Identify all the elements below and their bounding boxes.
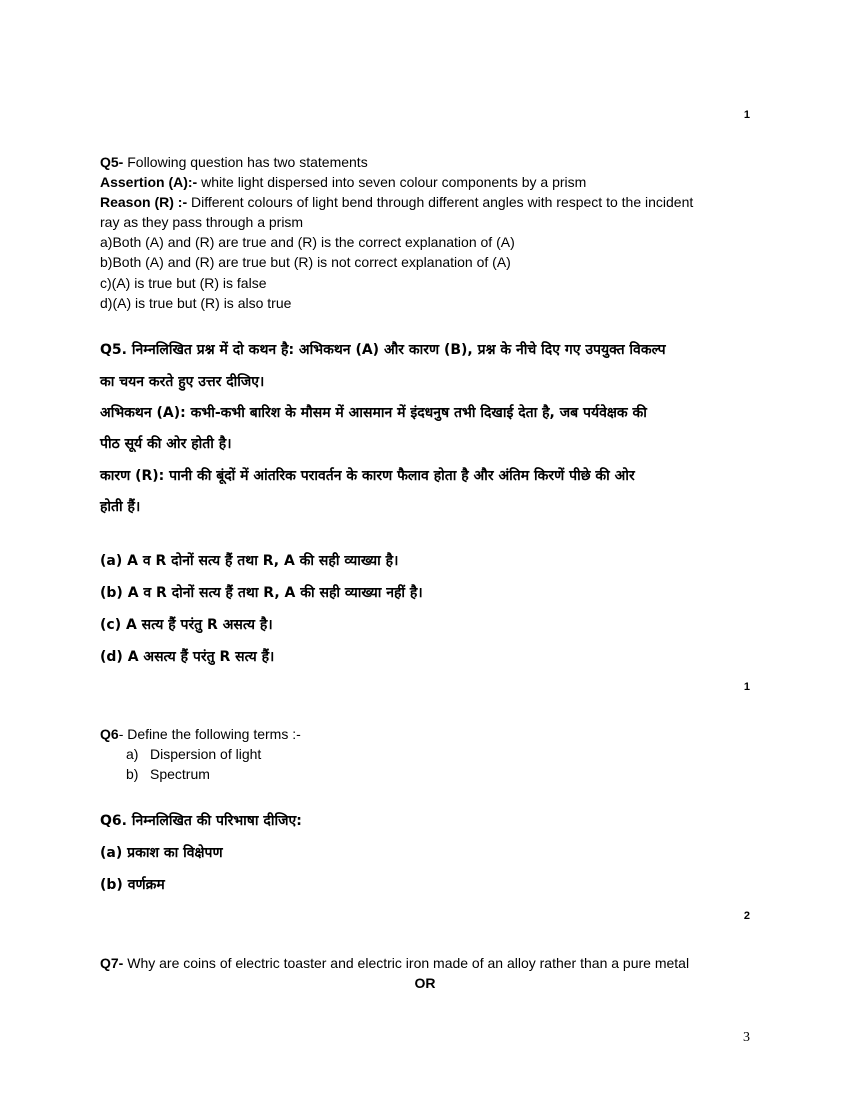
q6-item-b-text: Spectrum [150,766,210,782]
page-number: 3 [743,1030,750,1045]
q5-label: Q5- [100,154,124,170]
q5-reason-cont: ray as they pass through a prism [100,214,304,230]
q5-reason [100,192,760,212]
q5-option-c: c)(A) is true but (R) is false [100,275,267,291]
reason-label: Reason (R) :- [100,194,188,210]
assertion-label: Assertion (A):- [100,174,198,190]
q5-hi-line1: Q5. निम्नलिखित प्रश्न में दो कथन है: अभिकथन (A) और कारण (B), प्रश्न के नीचे दिए गए उपयुक्त विकल्प [100,342,666,358]
q6-en [100,724,760,744]
q5-assertion [100,172,760,192]
reason-text: Different colours of light bend through different angles with respect to the incident [187,194,694,210]
marks-q5: 1 [743,109,750,121]
q5-hi-line5: कारण (R): पानी की बूंदों में आंतरिक परावर्तन के कारण फैलाव होता है और अंतिम किरणें पीछे की ओर [100,468,635,484]
q7-label: Q7- [100,955,124,971]
marks-q6: 1 [743,681,750,693]
q5-hi-line4: पीठ सूर्य की ओर होती है। [100,436,232,452]
q6-item-b-letter: b) [126,766,139,782]
q6-hi-line1: Q6. निम्नलिखित की परिभाषा दीजिए: [100,813,302,829]
q6-hi-item-b: (b) वर्णक्रम [100,877,165,893]
q5-hi-option-b: (b) A व R दोनों सत्य हैं तथा R, A की सही व्याख्या नहीं है। [100,585,423,601]
q5-hi-option-a: (a) A व R दोनों सत्य हैं तथा R, A की सही व्याख्या है। [100,553,399,569]
q5-hi-line6: होती हैं। [100,499,141,515]
q5-hi-line3: अभिकथन (A): कभी-कभी बारिश के मौसम में आसमान में इंदधनुष तभी दिखाई देता है, जब पर्यवेक्षक की [100,405,647,421]
or-separator: OR [414,975,436,991]
q6-hi-item-a: (a) प्रकाश का विक्षेपण [100,845,223,861]
q6-item-b [126,764,210,784]
q7-question [100,953,780,973]
q5-option-a: a)Both (A) and (R) are true and (R) is the correct explanation of (A) [100,234,515,250]
q5-hi-option-c: (c) A सत्य हैं परंतु R असत्य है। [100,617,273,633]
q6-text: - Define the following terms :- [118,726,301,742]
q5-option-b: b)Both (A) and (R) are true but (R) is not correct explanation of (A) [100,254,511,270]
q5-intro-text: Following question has two statements [123,154,368,170]
q6-item-a [126,744,261,764]
q5-hi-option-d: (d) A असत्य हैं परंतु R सत्य हैं। [100,649,275,665]
q6-label: Q6 [100,726,119,742]
q5-option-d: d)(A) is true but (R) is also true [100,295,292,311]
q7-text: Why are coins of electric toaster and electric iron made of an alloy rather than a pure metal [123,955,690,971]
assertion-text: white light dispersed into seven colour components by a prism [197,174,587,190]
q5-en-intro [100,152,760,172]
q6-item-a-text: Dispersion of light [150,746,262,762]
q5-hi-line2: का चयन करते हुए उत्तर दीजिए। [100,374,265,390]
marks-q7: 2 [743,910,750,922]
q6-item-a-letter: a) [126,746,139,762]
